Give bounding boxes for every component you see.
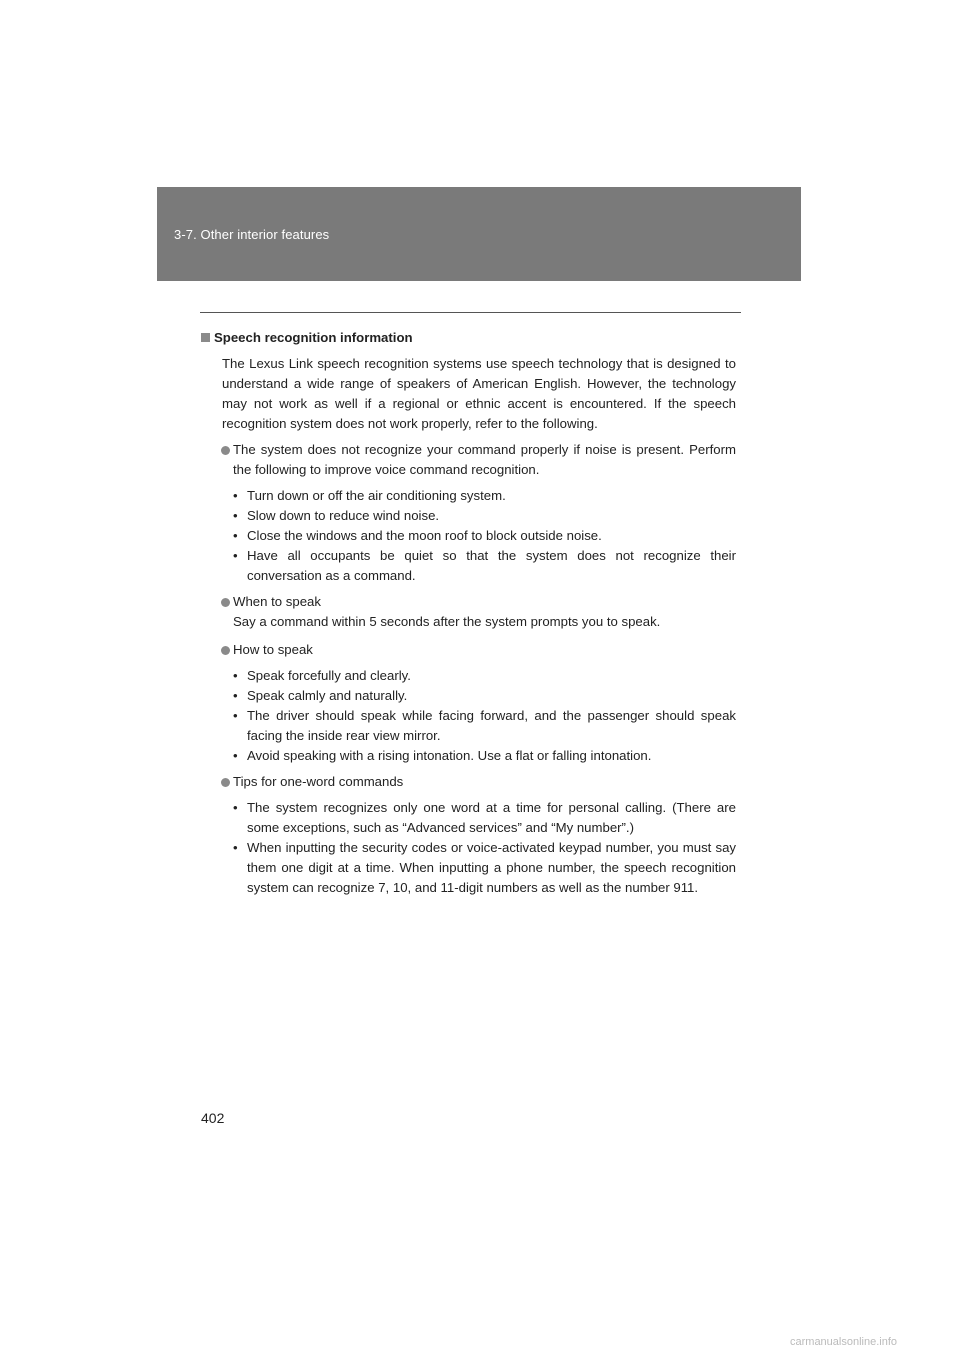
sub-list-item: • When inputting the security codes or voice-activated keypad number, you must say them one digit at a time. When inputting a phone number, the speech recognition system can recognize 7, 10, and 11-digit numbers as well as the number 911. bbox=[233, 840, 736, 895]
section-heading-text: Speech recognition information bbox=[214, 330, 413, 345]
bullet-text: Tips for one-word commands bbox=[233, 774, 404, 789]
sub-bullet-mark: • bbox=[233, 528, 238, 543]
sub-bullet-mark: • bbox=[233, 688, 238, 703]
sub-bullet-mark: • bbox=[233, 548, 238, 563]
sub-list-item: • Have all occupants be quiet so that the system does not recognize their conversation as a command. bbox=[233, 548, 736, 583]
bullet-text: The system does not recognize your command properly if noise is present. Perform the following to improve voice command recognition. bbox=[233, 442, 736, 477]
sub-list bbox=[201, 486, 736, 586]
circle-bullet-icon bbox=[221, 446, 230, 455]
bullet-note: Say a command within 5 seconds after the system prompts you to speak. bbox=[233, 614, 661, 629]
sub-bullet-mark: • bbox=[233, 800, 238, 815]
sub-bullet-mark: • bbox=[233, 840, 238, 855]
section-heading bbox=[201, 328, 736, 348]
circle-bullet-icon bbox=[221, 778, 230, 787]
watermark: carmanualsonline.info bbox=[790, 1336, 898, 1348]
sub-list-item: • Slow down to reduce wind noise. bbox=[201, 506, 736, 526]
sub-bullet-mark: • bbox=[233, 508, 238, 523]
circle-bullet-icon bbox=[221, 646, 230, 655]
sub-list-item: • Close the windows and the moon roof to block outside noise. bbox=[201, 526, 736, 546]
list-item bbox=[201, 440, 736, 480]
sub-bullet-mark: • bbox=[233, 748, 238, 763]
sub-list bbox=[201, 666, 736, 766]
page-number: 402 bbox=[201, 1110, 225, 1126]
section-title: 3-7. Other interior features bbox=[174, 227, 330, 242]
sub-list-item: • The system recognizes only one word at a time for personal calling. (There are some exceptions, such as “Advanced services” and “My number”.) bbox=[233, 800, 736, 835]
list-item bbox=[201, 772, 736, 792]
list-item bbox=[201, 592, 736, 632]
sub-list-item: • The driver should speak while facing forward, and the passenger should speak facing the inside rear view mirror. bbox=[233, 708, 736, 743]
bullet-text: How to speak bbox=[233, 642, 313, 657]
sub-bullet-mark: • bbox=[233, 708, 238, 723]
circle-bullet-icon bbox=[221, 598, 230, 607]
sub-list-item: • Avoid speaking with a rising intonation. Use a flat or falling intonation. bbox=[201, 746, 736, 766]
sub-list-item: • Speak forcefully and clearly. bbox=[201, 666, 736, 686]
intro-paragraph: The Lexus Link speech recognition systems use speech technology that is designed to understand a wide range of speakers of American English. However, the technology may not work as well if a regional or ethnic accent is encountered. If the speech recognition system does not work properly, refer to the following. bbox=[222, 356, 736, 431]
list-item bbox=[201, 640, 736, 660]
sub-list bbox=[201, 798, 736, 898]
bullet-text: When to speak bbox=[233, 594, 321, 609]
section-divider bbox=[200, 312, 741, 313]
sub-bullet-mark: • bbox=[233, 668, 238, 683]
sub-list-item: • Turn down or off the air conditioning system. bbox=[201, 486, 736, 506]
main-content bbox=[201, 328, 736, 904]
sub-bullet-mark: • bbox=[233, 488, 238, 503]
header-band bbox=[157, 187, 801, 281]
square-bullet-icon bbox=[201, 333, 210, 342]
sub-list-item: • Speak calmly and naturally. bbox=[201, 686, 736, 706]
